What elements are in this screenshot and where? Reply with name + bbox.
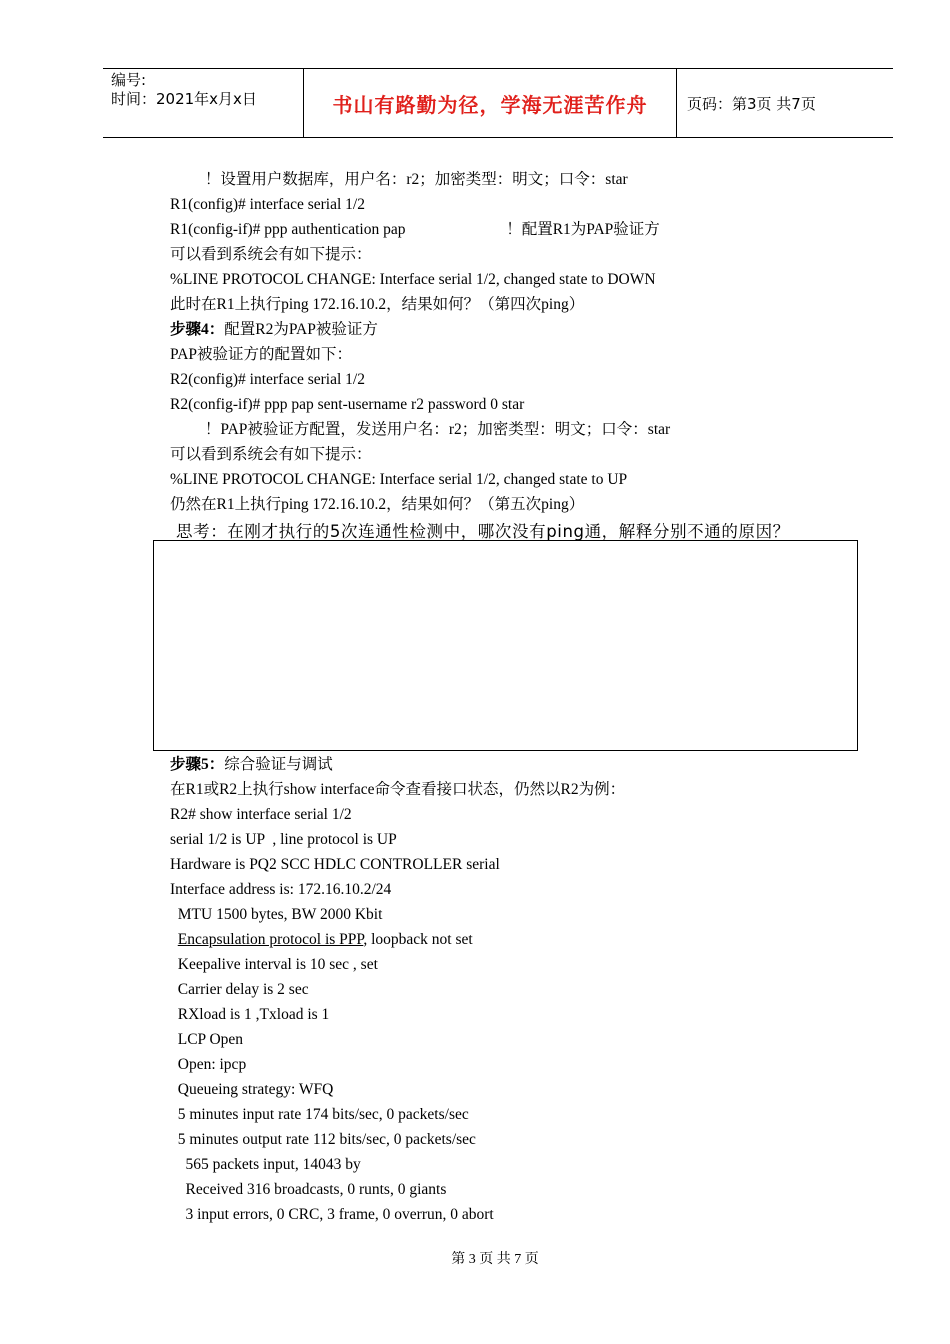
- text-line: %LINE PROTOCOL CHANGE: Interface serial 1/2, changed state to UP: [170, 471, 628, 488]
- output-line: Hardware is PQ2 SCC HDLC CONTROLLER serial: [170, 856, 500, 873]
- output-line: serial 1/2 is UP , line protocol is UP: [170, 831, 397, 848]
- text-line: R1(config-if)# ppp authentication pap ！配置R1为PAP验证方: [170, 221, 660, 238]
- header-page-info: 页码：第3页 共7页: [687, 95, 816, 113]
- output-line: Received 316 broadcasts, 0 runts, 0 giants: [170, 1181, 447, 1198]
- text-line: ！设置用户数据库，用户名：r2；加密类型：明文；口令：star: [170, 171, 628, 188]
- text-line: R2(config)# interface serial 1/2: [170, 371, 365, 388]
- output-line: Interface address is: 172.16.10.2/24: [170, 881, 392, 898]
- output-line: 5 minutes input rate 174 bits/sec, 0 packets/sec: [170, 1106, 469, 1123]
- output-line: MTU 1500 bytes, BW 2000 Kbit: [170, 906, 383, 923]
- step-5-text: 综合验证与调试: [224, 756, 333, 773]
- command-line: R2# show interface serial 1/2: [170, 806, 352, 823]
- text-line: R2(config-if)# ppp pap sent-username r2 password 0 star: [170, 396, 525, 413]
- document-time-label: 时间：2021年x月x日: [111, 90, 257, 108]
- encapsulation-underlined: Encapsulation protocol is PPP: [177, 931, 364, 948]
- step-4-text: 配置R2为PAP被验证方: [224, 321, 378, 338]
- page-footer: 第 3 页 共 7 页: [451, 1252, 539, 1267]
- text-line: R1(config)# interface serial 1/2: [170, 196, 365, 213]
- output-line: Open: ipcp: [170, 1056, 247, 1073]
- encapsulation-rest: , loopback not set: [363, 931, 473, 948]
- step-5-heading: [170, 755, 333, 775]
- step-5-label: 步骤5：: [170, 756, 225, 773]
- header-motto-cell: [304, 69, 677, 137]
- encapsulation-line: [170, 930, 473, 950]
- output-line: 3 input errors, 0 CRC, 3 frame, 0 overrun, 0 abort: [170, 1206, 494, 1223]
- text-line: %LINE PROTOCOL CHANGE: Interface serial 1/2, changed state to DOWN: [170, 271, 656, 288]
- text-line: 可以看到系统会有如下提示：: [170, 246, 372, 263]
- text-line: 此时在R1上执行ping 172.16.10.2，结果如何？（第四次ping）: [170, 296, 585, 313]
- header-meta-cell: [103, 69, 304, 137]
- step-4-label: 步骤4：: [170, 321, 225, 338]
- text-line: 在R1或R2上执行show interface命令查看接口状态，仍然以R2为例：: [170, 781, 626, 798]
- document-number-label: 编号:: [111, 71, 147, 89]
- output-line: RXload is 1 ,Txload is 1: [170, 1006, 330, 1023]
- output-line: Carrier delay is 2 sec: [170, 981, 309, 998]
- header-motto: 书山有路勤为径，学海无涯苦作舟: [332, 93, 648, 117]
- output-line: Queueing strategy: WFQ: [170, 1081, 334, 1098]
- text-line: 可以看到系统会有如下提示：: [170, 446, 372, 463]
- answer-box[interactable]: [153, 540, 858, 751]
- header-page-cell: [677, 69, 893, 137]
- output-line: LCP Open: [170, 1031, 244, 1048]
- page-header: [103, 68, 893, 138]
- text-line: 仍然在R1上执行ping 172.16.10.2，结果如何？（第五次ping）: [170, 496, 585, 513]
- step-4-heading: [170, 320, 378, 340]
- text-line: ！PAP被验证方配置，发送用户名：r2；加密类型：明文；口令：star: [170, 421, 671, 438]
- output-line: 5 minutes output rate 112 bits/sec, 0 packets/sec: [170, 1131, 476, 1148]
- think-question: 思考：在刚才执行的5次连通性检测中，哪次没有ping通，解释分别不通的原因？: [176, 522, 790, 541]
- output-line: Keepalive interval is 10 sec , set: [170, 956, 378, 973]
- output-line: 565 packets input, 14043 by: [170, 1156, 361, 1173]
- text-line: PAP被验证方的配置如下：: [170, 346, 353, 363]
